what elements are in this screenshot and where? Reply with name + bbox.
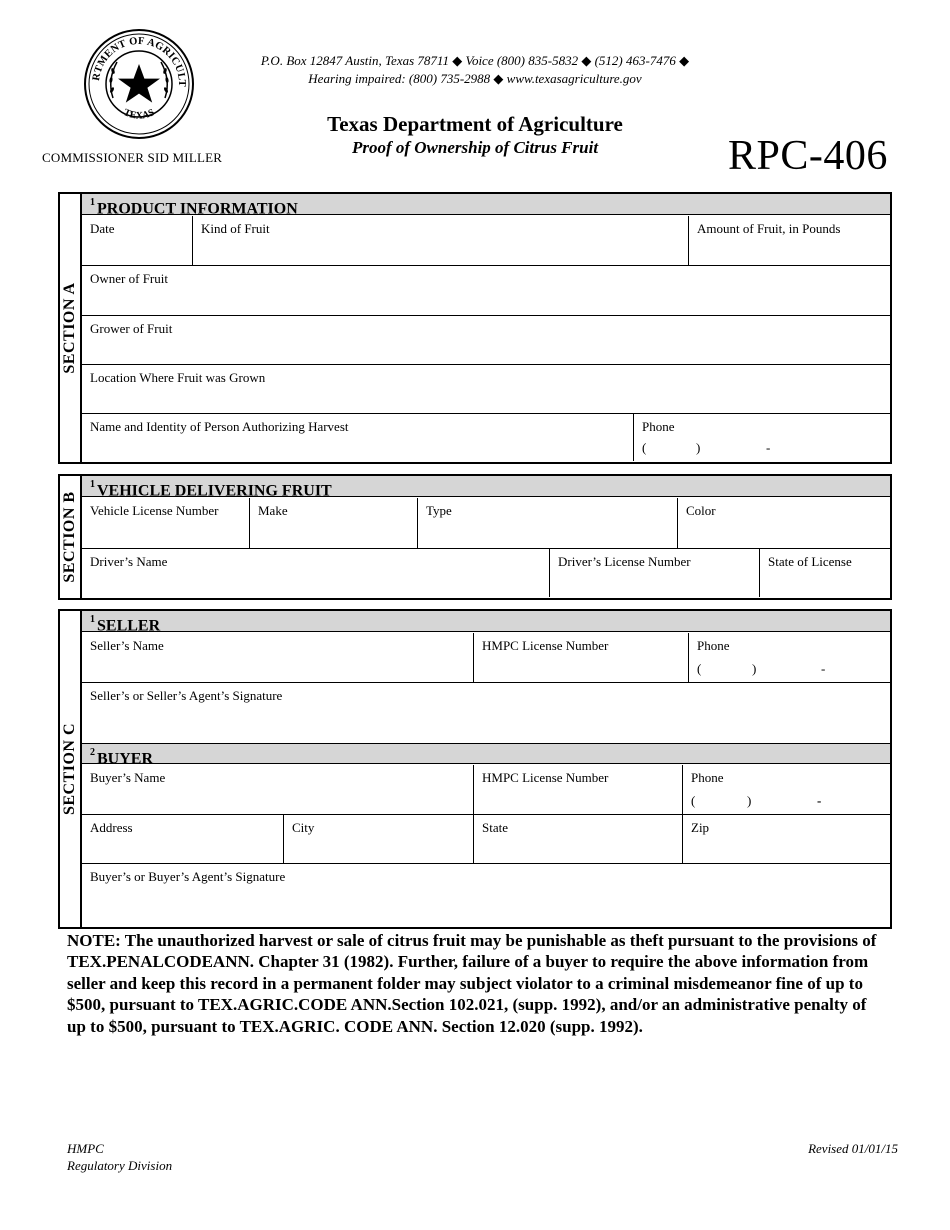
section-b xyxy=(58,474,892,600)
footer-revised: Revised 01/01/15 xyxy=(808,1141,898,1156)
seller-signature-label: Seller’s or Seller’s Agent’s Signature xyxy=(90,688,283,703)
buyer-phone-format: ( ) - xyxy=(691,793,822,808)
type-field[interactable] xyxy=(418,498,678,549)
buyer-phone-field[interactable] xyxy=(683,765,890,815)
contact-line-web: Hearing impaired: (800) 735-2988 ◆ www.texasagriculture.gov xyxy=(308,71,642,86)
zip-field[interactable] xyxy=(683,815,890,864)
seller-hmpc-field[interactable] xyxy=(474,633,689,683)
address-field[interactable] xyxy=(82,815,284,864)
phone-format: ( ) - xyxy=(642,440,771,455)
section-b-tab: SECTION B xyxy=(60,476,82,598)
svg-text:DEPARTMENT OF AGRICULTURE: RTMENT OF AGRICULT xyxy=(91,35,188,88)
phone-label: Phone xyxy=(642,419,675,434)
seller-header: $^1$ SELLER xyxy=(82,611,890,632)
buyer-signature-label: Buyer’s or Buyer’s Agent’s Signature xyxy=(90,869,286,884)
svg-text:TEXAS: TEXAS xyxy=(121,107,157,122)
contact-line-address: P.O. Box 12847 Austin, Texas 78711 ◆ Voice (800) 835-5832 ◆ (512) 463-7476 ◆ xyxy=(260,53,690,68)
section-a-tab: SECTION A xyxy=(60,194,82,462)
type-label: Type xyxy=(426,503,452,518)
footer-division xyxy=(67,1140,172,1174)
footer-division-line1: HMPC xyxy=(67,1141,104,1156)
seller-name-field[interactable] xyxy=(82,633,474,683)
section-c xyxy=(58,609,892,929)
city-label: City xyxy=(292,820,315,835)
commissioner-name: COMMISSIONER SID MILLER xyxy=(42,150,223,165)
city-field[interactable] xyxy=(284,815,474,864)
authorizer-phone-field[interactable] xyxy=(634,414,890,461)
seller-phone-field[interactable] xyxy=(689,633,890,683)
date-field[interactable] xyxy=(82,216,193,266)
buyer-hmpc-field[interactable] xyxy=(474,765,683,815)
buyer-phone-label: Phone xyxy=(691,770,724,785)
form-title: Proof of Ownership of Citrus Fruit xyxy=(351,138,599,157)
seller-phone-format: ( ) - xyxy=(697,661,826,676)
product-information-header: $^1$ PRODUCT INFORMATION xyxy=(82,194,890,215)
buyer-header: $^2$ BUYER xyxy=(82,743,890,764)
state-label: State xyxy=(482,820,508,835)
seller-signature-field[interactable] xyxy=(82,683,890,743)
location-field[interactable] xyxy=(82,365,890,414)
seller-hmpc-label: HMPC License Number xyxy=(482,638,609,653)
seller-phone-label: Phone xyxy=(697,638,730,653)
make-field[interactable] xyxy=(250,498,418,549)
state-of-license-label: State of License xyxy=(768,554,852,569)
zip-label: Zip xyxy=(691,820,710,835)
state-of-license-field[interactable] xyxy=(760,549,890,597)
authorizer-field[interactable] xyxy=(82,414,634,461)
footer-division-line2: Regulatory Division xyxy=(67,1158,173,1173)
vehicle-header: $^1$ VEHICLE DELIVERING FRUIT xyxy=(82,476,890,497)
section-c-tab: SECTION C xyxy=(60,611,82,927)
owner-label: Owner of Fruit xyxy=(90,271,168,286)
grower-field[interactable] xyxy=(82,316,890,365)
kind-of-fruit-label: Kind of Fruit xyxy=(201,221,270,236)
driver-license-label: Driver’s License Number xyxy=(558,554,691,569)
owner-field[interactable] xyxy=(82,266,890,316)
driver-name-field[interactable] xyxy=(82,549,550,597)
agency-name: Texas Department of Agriculture xyxy=(327,112,623,136)
seller-name-label: Seller’s Name xyxy=(90,638,164,653)
buyer-hmpc-label: HMPC License Number xyxy=(482,770,609,785)
location-label: Location Where Fruit was Grown xyxy=(90,370,266,385)
vehicle-license-label: Vehicle License Number xyxy=(90,503,219,518)
department-seal xyxy=(83,28,195,140)
address-label: Address xyxy=(90,820,133,835)
make-label: Make xyxy=(258,503,288,518)
state-field[interactable] xyxy=(474,815,683,864)
driver-license-field[interactable] xyxy=(550,549,760,597)
buyer-name-label: Buyer’s Name xyxy=(90,770,166,785)
driver-name-label: Driver’s Name xyxy=(90,554,168,569)
amount-label: Amount of Fruit, in Pounds xyxy=(697,221,841,236)
form-number: RPC-406 xyxy=(728,133,888,179)
buyer-name-field[interactable] xyxy=(82,765,474,815)
grower-label: Grower of Fruit xyxy=(90,321,173,336)
kind-of-fruit-field[interactable] xyxy=(193,216,689,266)
section-a xyxy=(58,192,892,464)
authorizer-label: Name and Identity of Person Authorizing Harvest xyxy=(90,419,349,434)
buyer-signature-field[interactable] xyxy=(82,864,890,926)
amount-field[interactable] xyxy=(689,216,890,266)
color-field[interactable] xyxy=(678,498,890,549)
date-label: Date xyxy=(90,221,115,236)
color-label: Color xyxy=(686,503,716,518)
vehicle-license-field[interactable] xyxy=(82,498,250,549)
legal-note: NOTE: The unauthorized harvest or sale of citrus fruit may be punishable as theft pursuant to the provisions of TEX.PENALCODEANN. Chapter 31 (1982). Further, failure of a buyer to require the above information from seller and keep this record in a permanent folder may subject violator to a criminal misdemeanor fine of up to $500, pursuant to TEX.AGRIC.CODE ANN.Section 102.021, (supp. 1992), and/or an administrative penalty of up to $500, pursuant to TEX.AGRIC. CODE ANN. Section 12.020 (supp. 1992). xyxy=(67,931,877,1036)
